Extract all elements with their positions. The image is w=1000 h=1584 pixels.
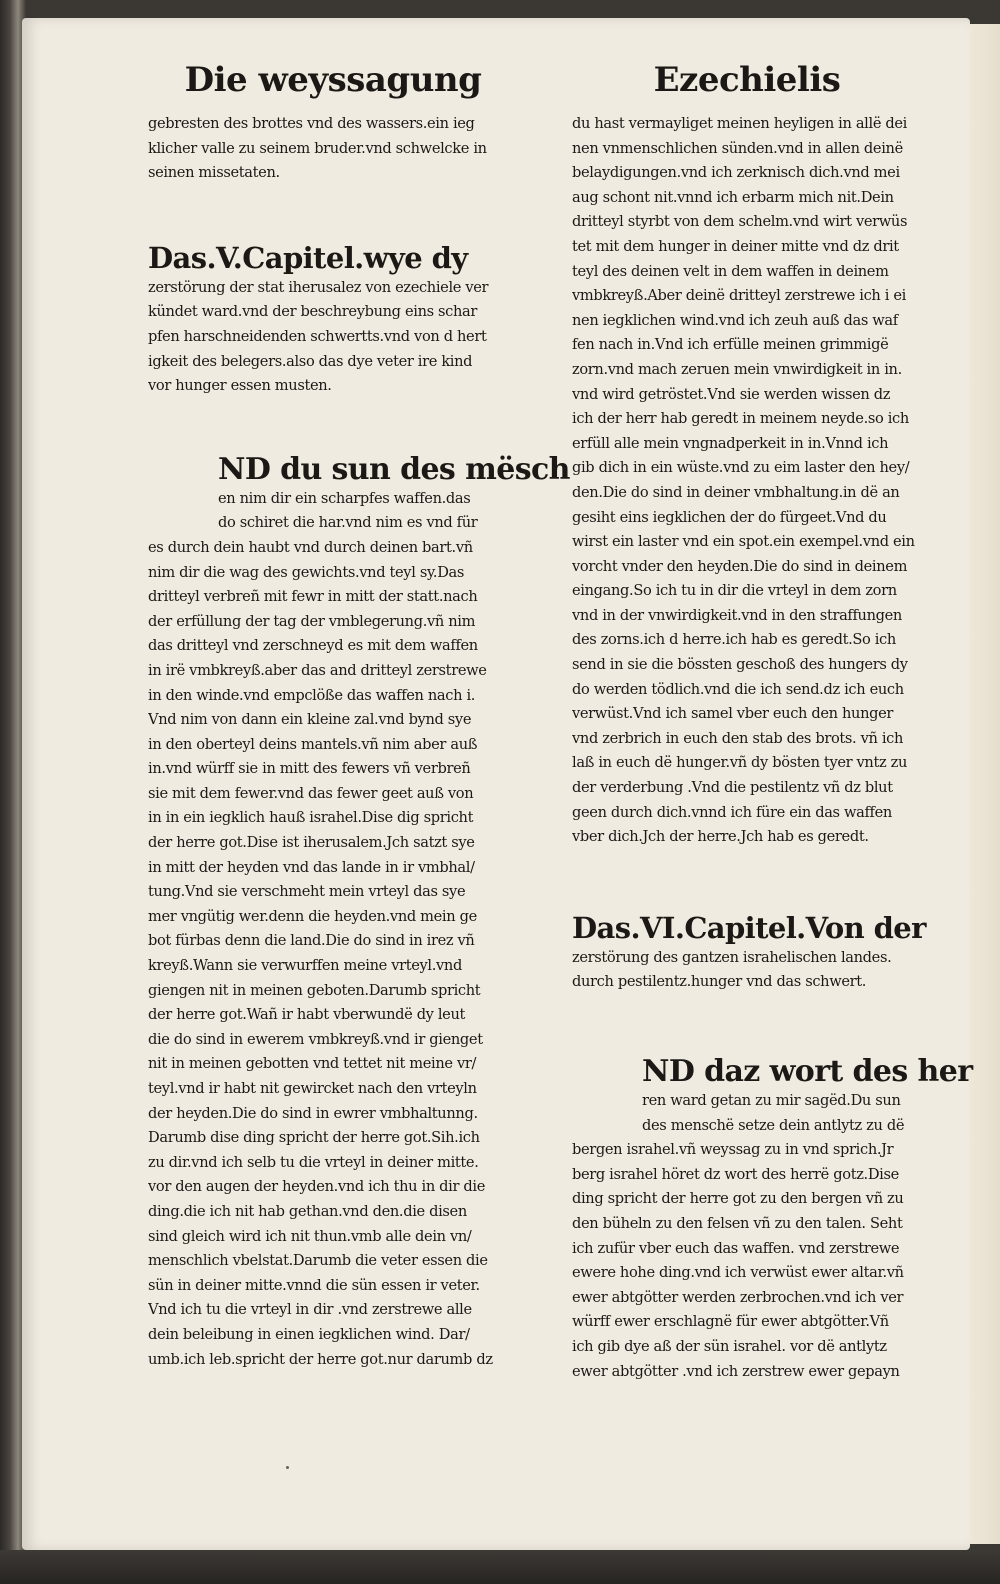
text-line: gib dich in ein wüste.vnd zu eim laster den hey/ (572, 459, 910, 477)
chapter-vi-body (572, 1138, 922, 1384)
text-line: ich zufür vber euch das waffen. vnd zerstrewe (572, 1239, 900, 1257)
text-line: ewer abtgötter .vnd ich zerstrew ewer gepayn (572, 1362, 900, 1380)
text-line: der herre got.Dise ist iherusalem.Jch satzt sye (148, 834, 475, 852)
text-line: gesiht eins iegklichen der do fürgeet.Vnd du (572, 508, 887, 526)
text-line: den.Die do sind in deiner vmbhaltung.in dë an (572, 483, 900, 501)
summary-line: igkeit des belegers.also das dye veter ire kind (148, 352, 473, 370)
text-line: du hast vermayliget meinen heyligen in allë dei (572, 115, 907, 132)
text-line: geen durch dich.vnnd ich füre ein das waffen (572, 803, 892, 821)
text-line: teyl des deinen velt in dem waffen in deinem (572, 262, 889, 280)
text-line: do werden tödlich.vnd die ich send.dz ich euch (572, 680, 904, 698)
scan-bottom-edge (0, 1550, 1000, 1584)
text-line: klicher valle zu seinem bruder.vnd schwelcke in (148, 139, 487, 157)
text-line: Vnd nim von dann ein kleine zal.vnd bynd sye (148, 711, 472, 729)
text-line: wirst ein laster vnd ein spot.ein exempel.vnd ein (572, 533, 915, 551)
text-line: in irë vmbkreyß.aber das and dritteyl zerstrewe (148, 661, 487, 679)
text-line: bot fürbas denn die land.Die do sind in irez vñ (148, 932, 475, 950)
text-line: teyl.vnd ir habt nit gewircket nach den vrteyln (148, 1080, 477, 1097)
text-line: vnd wird getröstet.Vnd sie werden wissen dz (572, 385, 891, 403)
chapter-v-body (148, 536, 518, 1372)
text-line: dritteyl styrbt von dem schelm.vnd wirt verwüs (572, 213, 908, 231)
text-line: Darumb dise ding spricht der herre got.Sih.ich (148, 1129, 480, 1147)
chapter-vi-incipit: ND daz wort des her (642, 1054, 973, 1089)
summary-line: durch pestilentz.hunger vnd das schwert. (572, 973, 867, 991)
opening-lines (148, 112, 518, 186)
left-column (148, 58, 570, 1372)
text-line: tet mit dem hunger in deiner mitte vnd dz drit (572, 237, 899, 255)
ink-speck (286, 1466, 289, 1469)
text-line: ewere hohe ding.vnd ich verwüst ewer altar.vñ (572, 1264, 904, 1282)
text-line: seinen missetaten. (148, 164, 280, 182)
chapter-v-heading: Das.V.Capitel.wye dy (148, 240, 468, 275)
chapter-vi-summary (572, 946, 922, 995)
text-line: kreyß.Wann sie verwurffen meine vrteyl.vnd (148, 957, 462, 975)
text-line: zu dir.vnd ich selb tu die vrteyl in deiner mitte. (148, 1153, 479, 1171)
text-line: den büheln zu den felsen vñ zu den talen. Seht (572, 1214, 903, 1232)
text-line: bergen israhel.vñ weyssag zu in vnd sprich.Jr (572, 1141, 894, 1159)
text-line: der verderbung .Vnd die pestilentz vñ dz blut (572, 779, 893, 797)
text-line: das dritteyl vnd zerschneyd es mit dem waffen (148, 637, 478, 655)
text-line: mer vngütig wer.denn die heyden.vnd mein ge (148, 907, 477, 925)
right-column (572, 58, 973, 1384)
text-line: der herre got.Wañ ir habt vberwundë dy leut (148, 1006, 466, 1024)
text-line: die do sind in ewerem vmbkreyß.vnd ir gienget (148, 1030, 483, 1048)
text-line: der heyden.Die do sind in ewrer vmbhaltunng. (148, 1104, 478, 1122)
text-line: fen nach in.Vnd ich erfülle meinen grimmigë (572, 336, 889, 354)
text-line: belaydigungen.vnd ich zerknisch dich.vnd mei (572, 164, 900, 182)
text-line: ich gib dye aß der sün israhel. vor dë antlytz (572, 1337, 887, 1355)
text-line: in.vnd würff sie in mitt des fewers vñ verbreñ (148, 760, 471, 778)
text-line: des zorns.ich d herre.ich hab es geredt.So ich (572, 631, 896, 649)
text-line: des menschë setze dein antlytz zu dë (642, 1116, 905, 1134)
text-line: sie mit dem fewer.vnd das fewer geet auß von (148, 784, 474, 802)
text-line: Vnd ich tu die vrteyl in dir .vnd zerstrewe alle (148, 1301, 472, 1319)
text-line: send in sie die bössten geschoß des hungers dy (572, 656, 908, 674)
text-line: der erfüllung der tag der vmblegerung.vñ nim (148, 612, 476, 630)
chapter-v-indented-lines (148, 487, 518, 536)
text-line: in in ein iegklich hauß israhel.Dise dig spricht (148, 809, 474, 827)
text-line: nim dir die wag des gewichts.vnd teyl sy.Das (148, 563, 465, 581)
text-line: ewer abtgötter werden zerbrochen.vnd ich ver (572, 1288, 904, 1306)
text-line: sind gleich wird ich nit thun.vmb alle dein vn/ (148, 1227, 472, 1245)
text-line: nit in meinen gebotten vnd tettet nit meine vr/ (148, 1055, 477, 1073)
text-line: verwüst.Vnd ich samel vber euch den hunger (572, 705, 894, 723)
text-line: nen vnmenschlichen sünden.vnd in allen deinë (572, 139, 903, 157)
summary-line: zerstörung des gantzen israhelischen landes. (572, 948, 892, 966)
text-line: menschlich vbelstat.Darumb die veter essen die (148, 1252, 488, 1270)
text-line: umb.ich leb.spricht der herre got.nur darumb dz (148, 1350, 493, 1368)
text-line: dritteyl verbreñ mit fewr in mitt der statt.nach (148, 588, 478, 606)
chapter-v-summary (148, 276, 518, 399)
text-line: berg israhel höret dz wort des herrë gotz.Dise (572, 1165, 899, 1183)
text-line: aug schont nit.vnnd ich erbarm mich nit.Dein (572, 188, 894, 206)
text-line: sün in deiner mitte.vnnd die sün essen ir veter. (148, 1276, 480, 1294)
text-line: vorcht vnder den heyden.Die do sind in deinem (572, 557, 908, 575)
text-line: vnd zerbrich in euch den stab des brots. vñ ich (572, 729, 904, 747)
text-line: vor den augen der heyden.vnd ich thu in dir die (148, 1178, 485, 1196)
text-line: vber dich.Jch der herre.Jch hab es geredt. (572, 828, 869, 846)
chapter-vi-indented-lines (572, 1089, 922, 1138)
text-line: würff ewer erschlagnë für ewer abtgötter.Vñ (572, 1313, 889, 1331)
summary-line: kündet ward.vnd der beschreybung eins schar (148, 303, 478, 321)
text-line: gebresten des brottes vnd des wassers.ein ieg (148, 115, 475, 132)
running-head-right: Ezechielis (653, 60, 841, 100)
text-line: ren ward getan zu mir sagëd.Du sun (642, 1092, 901, 1109)
text-line: vmbkreyß.Aber deinë dritteyl zerstrewe ich i ei (572, 287, 906, 305)
text-line: zorn.vnd mach zeruen mein vnwirdigkeit in in. (572, 360, 902, 378)
text-line: es durch dein haubt vnd durch deinen bart.vñ (148, 538, 473, 556)
running-head-left: Die weyssagung (184, 60, 482, 100)
summary-line: zerstörung der stat iherusalez von ezechiele ver (148, 278, 489, 296)
summary-line: pfen harschneidenden schwertts.vnd von d hert (148, 327, 487, 345)
chapter-vi-heading: Das.VI.Capitel.Von der (572, 910, 926, 945)
text-line: dein beleibung in einen iegklichen wind. Dar/ (148, 1325, 470, 1343)
text-line: in den winde.vnd empclöße das waffen nach i. (148, 686, 476, 704)
text-line: in den oberteyl deins mantels.vñ nim aber auß (148, 735, 478, 753)
summary-line: vor hunger essen musten. (148, 377, 332, 395)
text-line: vnd in der vnwirdigkeit.vnd in den straffungen (572, 606, 902, 624)
text-line: erfüll alle mein vngnadperkeit in in.Vnnd ich (572, 434, 889, 452)
text-line: ich der herr hab geredt in meinem neyde.so ich (572, 410, 909, 428)
text-line: laß in euch dë hunger.vñ dy bösten tyer vntz zu (572, 754, 908, 772)
text-line: ding.die ich nit hab gethan.vnd den.die disen (148, 1202, 467, 1220)
text-line: eingang.So ich tu in dir die vrteyl in dem zorn (572, 582, 897, 600)
text-line: en nim dir ein scharpfes waffen.das (218, 489, 471, 507)
text-line: in mitt der heyden vnd das lande in ir vmbhal/ (148, 858, 475, 876)
text-line: do schiret die har.vnd nim es vnd für (218, 514, 478, 532)
text-line: giengen nit in meinen geboten.Darumb spricht (148, 981, 481, 999)
text-line: nen iegklichen wind.vnd ich zeuh auß das waf (572, 311, 898, 329)
text-line: ding spricht der herre got zu den bergen vñ zu (572, 1190, 904, 1208)
right-body-text (572, 112, 922, 850)
text-line: tung.Vnd sie verschmeht mein vrteyl das sye (148, 883, 466, 901)
chapter-v-incipit: ND du sun des mësch (218, 451, 570, 487)
